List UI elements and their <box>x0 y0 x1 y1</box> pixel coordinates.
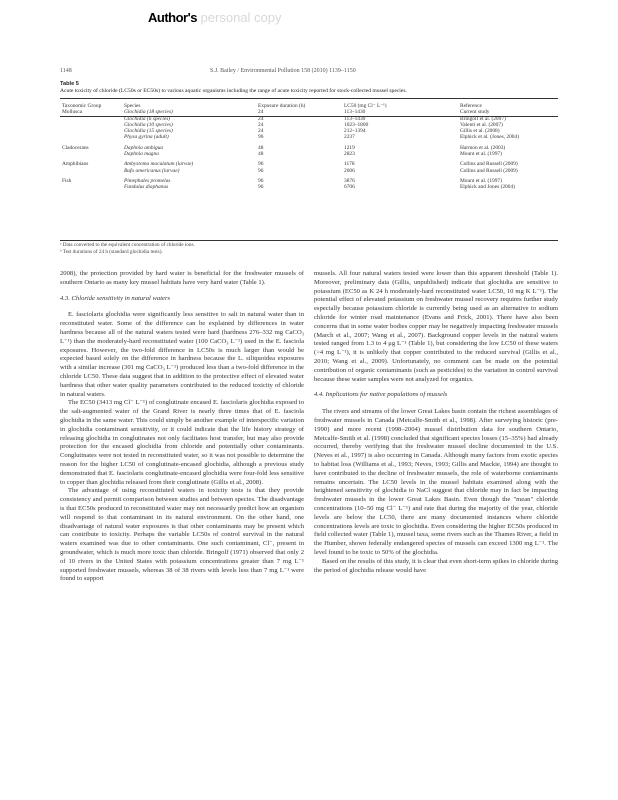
cell-reference: Collins and Russell (2009) <box>460 167 518 174</box>
body-paragraph: Based on the results of this study, it is clear that even short-term spikes in chloride during the period of glochidia release would have <box>314 557 558 574</box>
table-bottom-rule <box>60 240 558 241</box>
footnote: ᵃ Data converted to the equivalent concentration of chloride ions. <box>60 242 195 248</box>
cell-species: Bufo americanus (larvae) <box>124 167 180 174</box>
cell-group: Amphibians <box>62 161 89 168</box>
cell-reference: Elphick et al. (Jones, 2004) <box>460 134 519 141</box>
table-caption <box>60 81 558 95</box>
cell-reference: Mount et al. (1997) <box>460 151 502 158</box>
col-header-reference: Reference <box>460 103 482 109</box>
cell-lc50: 113–1430 <box>344 109 366 116</box>
cell-duration: 96 <box>258 167 264 174</box>
cell-species: Daphnia ambigua <box>124 144 164 151</box>
cell-group: Fish <box>62 177 72 184</box>
cell-lc50: 3876 <box>344 177 355 184</box>
cell-species: Glochidia (6 species) <box>124 115 171 122</box>
cell-duration: 24 <box>258 128 264 135</box>
body-paragraph: The EC50 (3413 mg Cl⁻ L⁻¹) of conglutinate encased E. fasciolaris glochidia exposed to the salt-augmented water of the Grand River is nearly three times that of E. fasciola glochidia in the same water. This could simply be another example of interspecific variation in glochidia contaminant sensitivity, or it could indicate that the life history strategy of releasing glochidia in conglutinates not only facilitates host transfer, but may also provide protection for the encased glochidia from chloride and potentially other contaminants. Conglutinates were not tested in reconstituted water, so it was not possible to determine the reason for the higher LC50 of conglutinate-encased glochidia, although a previous study demonstrated that E. fasciolaris conglutinate-encased glochidia were four-fold less sensitive to copper than glochidia released from their conglutinate (Gillis et al., 2008). <box>60 399 304 486</box>
table-top-rule <box>60 98 558 99</box>
watermark-personal-copy: personal copy <box>200 10 282 25</box>
page-number: 1148 <box>60 68 72 74</box>
cell-species: Daphnia magna <box>124 151 159 158</box>
table-caption-text: Acute toxicity of chloride (LC50s or EC50s) to various aquatic organisms including the range of acute toxicity reported for stock-collected mussel species. <box>60 88 407 94</box>
cell-reference: Gillis et al. (2008) <box>460 128 500 135</box>
col-header-lc50: LC50 (mg Cl⁻ L⁻¹) <box>344 103 387 109</box>
toxicity-table <box>60 103 558 191</box>
cell-lc50: 2237 <box>344 134 355 141</box>
cell-lc50: 6706 <box>344 184 355 191</box>
body-paragraph: mussels. All four natural waters tested were lower than this apparent threshold (Table 1). Moreover, preliminary data (Gillis, unpublished) indicate that glochidia are sensitive to potassium (EC50 as K 24 h moderately-hard reconstituted water LC50, 10 mg K L⁻¹). The potential effect of elevated potassium on freshwater mussel recovery requires further study especially because potassium chloride is currently being used as an alternative to sodium chloride for winter road maintenance (Evans and Frick, 2001). There have also been concerns that in some water bodies copper may be negatively impacting freshwater mussels (March et al., 2007; Wang et al., 2007). Background copper levels in the natural waters tested ranged from 1.3 to 4 μg L⁻¹ (Table 1), but considering the low LC50 of these waters (>4 mg L⁻¹), it is unlikely that copper contributed to the reduced survival (Gillis et al., 2010; Wang et al., 2009). Unfortunately, no comment can be made on the potential contribution of organic contaminants (such as pesticides) to the variation in control survival because these water samples were not analyzed for organics. <box>314 270 558 383</box>
cell-lc50: 2823 <box>344 151 355 158</box>
table-row <box>60 184 558 190</box>
cell-lc50: 2606 <box>344 167 355 174</box>
body-paragraph: The rivers and streams of the lower Great Lakes basin contain the richest assemblages of freshwater mussels in Canada (Metcalfe-Smith et al., 1998). After surveying historic (pre-1990) and more recent (1998–2004) mussel distribution data for southern Ontario, Metcalfe-Smith et al. (1998) concluded that significant species losses (15–35%) had already occurred, thereby verifying that the freshwater mussel decline documented in the U.S. (Neves et al., 1997) is also occurring in Canada. Although many factors from exotic species to habitat loss (Williams et al., 1993; Neves, 1993; Gillis and Mackie, 1994) are thought to have contributed to the decline of freshwater mussels, the role of waterborne contaminants remains uncertain. The LC50 levels in the mussel habitats examined along with the heightened sensitivity of glochidia to NaCl suggest that chloride may in fact be impacting freshwater mussels in the lower Great Lakes Basin. Even though the "mean" chloride concentrations (10–50 mg Cl⁻ L⁻¹) and rate that during the majority of the year, chloride levels are below the LC50, there are many documented instances where chloride concentrations levels are toxic to glochidia. Even considering the higher EC50s produced in field collected water (Table 1), mussel taxa, some rivers such as the Thames River, a field in the Humber, shown federally endangered species of mussels can exceed 1300 mg L⁻¹. The level found to be toxic to 50% of the glochidia. <box>314 408 558 556</box>
cell-duration: 24 <box>258 115 264 122</box>
cell-duration: 48 <box>258 144 264 151</box>
right-column <box>314 270 558 575</box>
col-header-group: Taxonomic Group <box>62 103 102 109</box>
cell-duration: 96 <box>258 134 264 141</box>
cell-lc50: 113–1430 <box>344 115 366 122</box>
table-footnotes <box>60 242 558 256</box>
cell-reference: Elphick and Jones (2004) <box>460 184 515 191</box>
body-paragraph: 2008), the protection provided by hard water is beneficial for the freshwater mussels of southern Ontario as many key mussel habitats have very hard water (Table 1). <box>60 270 304 286</box>
cell-species: Fundulus diaphanus <box>124 184 169 191</box>
cell-species: Ambystoma maculatum (larvae) <box>124 161 194 168</box>
cell-species: Glochidia (10 species) <box>124 121 173 128</box>
cell-lc50: 1023–1800 <box>344 121 369 128</box>
cell-lc50: 1178 <box>344 161 355 168</box>
body-paragraph: The advantage of using reconstituted waters in toxicity tests is that they provide consistency and permit comparison between studies and between species. The disadvantage is that EC50s produced in reconstituted water may not necessarily predict how an organism will respond to that contaminant in its natural environment. On the other hand, one disadvantage of natural water exposures is that other contaminants may be present which can contribute to toxicity. Perhaps the variable LC50s of control survival in the natural waters examined was due to other contaminants. One such contaminant, Cl⁻, present in groundwater, which is much more toxic than chloride. Bringolf (1971) observed that only 2 of 10 rivers in the United States with potassium concentrations greater than 7 mg L⁻¹ supported freshwater mussels, whereas 38 of 38 rivers with levels less than 7 mg L⁻¹ were found to support <box>60 487 304 583</box>
cell-duration: 24 <box>258 109 264 116</box>
cell-species: Pimephales promelas <box>124 177 171 184</box>
cell-group: Cladocerans <box>62 144 89 151</box>
journal-citation: S.J. Bailey / Environmental Pollution 158 (2010) 1139–1150 <box>210 68 356 74</box>
cell-species: Glochidia (15 species) <box>124 128 173 135</box>
cell-reference: Collins and Russell (2009) <box>460 161 518 168</box>
col-header-species: Species <box>124 103 141 109</box>
watermark <box>148 10 282 25</box>
cell-group <box>60 184 122 190</box>
cell-reference: Current study <box>460 109 490 116</box>
table-row <box>60 141 558 151</box>
table-row <box>60 174 558 184</box>
cell-reference: Valenti et al. (2007) <box>460 121 503 128</box>
cell-reference: Bringolf et al. (2007) <box>460 115 506 122</box>
body-paragraph: E. fasciolaris glochidia were significantly less sensitive to salt in natural water than in reconstituted water. Some of the difference can be explained by differences in water hardness because all of the natural waters tested were hard (hardness 276–332 mg CaCO₃ L⁻¹) than the moderately-hard reconstituted water (100 CaCO₃ L⁻¹) used in the E. fasciola exposures. However, the two-fold difference in LC50s is much larger than would be expected based solely on the difference in hardness because the L. siliquoidea exposures with a similar increase (301 mg CaCO₃ L⁻¹) produced less than a two-fold difference in the chloride LC50. These data suggest that in addition to the protective effect of elevated water hardness that other water quality parameters contributed to the reduced toxicity of chloride in natural waters. <box>60 311 304 398</box>
cell-duration: 96 <box>258 177 264 184</box>
cell-reference: Harmon et al. (2003) <box>460 144 506 151</box>
cell-reference: Mount et al. (1997) <box>460 177 502 184</box>
watermark-author: Author's <box>148 10 197 25</box>
footnote: ᵇ Test durations of 24 h (standard glochidia tests). <box>60 249 163 255</box>
section-heading: 4.4. Implications for native populations of mussels <box>314 391 448 399</box>
table-label: Table 5 <box>60 81 79 87</box>
cell-duration: 24 <box>258 121 264 128</box>
cell-duration: 96 <box>258 184 264 191</box>
left-column <box>60 270 304 584</box>
cell-lc50: 1219 <box>344 144 355 151</box>
cell-group: Mollusca <box>62 109 83 116</box>
section-heading: 4.3. Chloride sensitivity in natural waters <box>60 294 171 302</box>
cell-species: Glochidia (18 species) <box>124 109 173 116</box>
table-row <box>60 157 558 167</box>
cell-duration: 96 <box>258 161 264 168</box>
col-header-duration: Exposure duration (h) <box>258 103 306 109</box>
cell-lc50: 212–1394 <box>344 128 366 135</box>
cell-species: Physa gyrina (adult) <box>124 134 169 141</box>
cell-duration: 48 <box>258 151 264 158</box>
